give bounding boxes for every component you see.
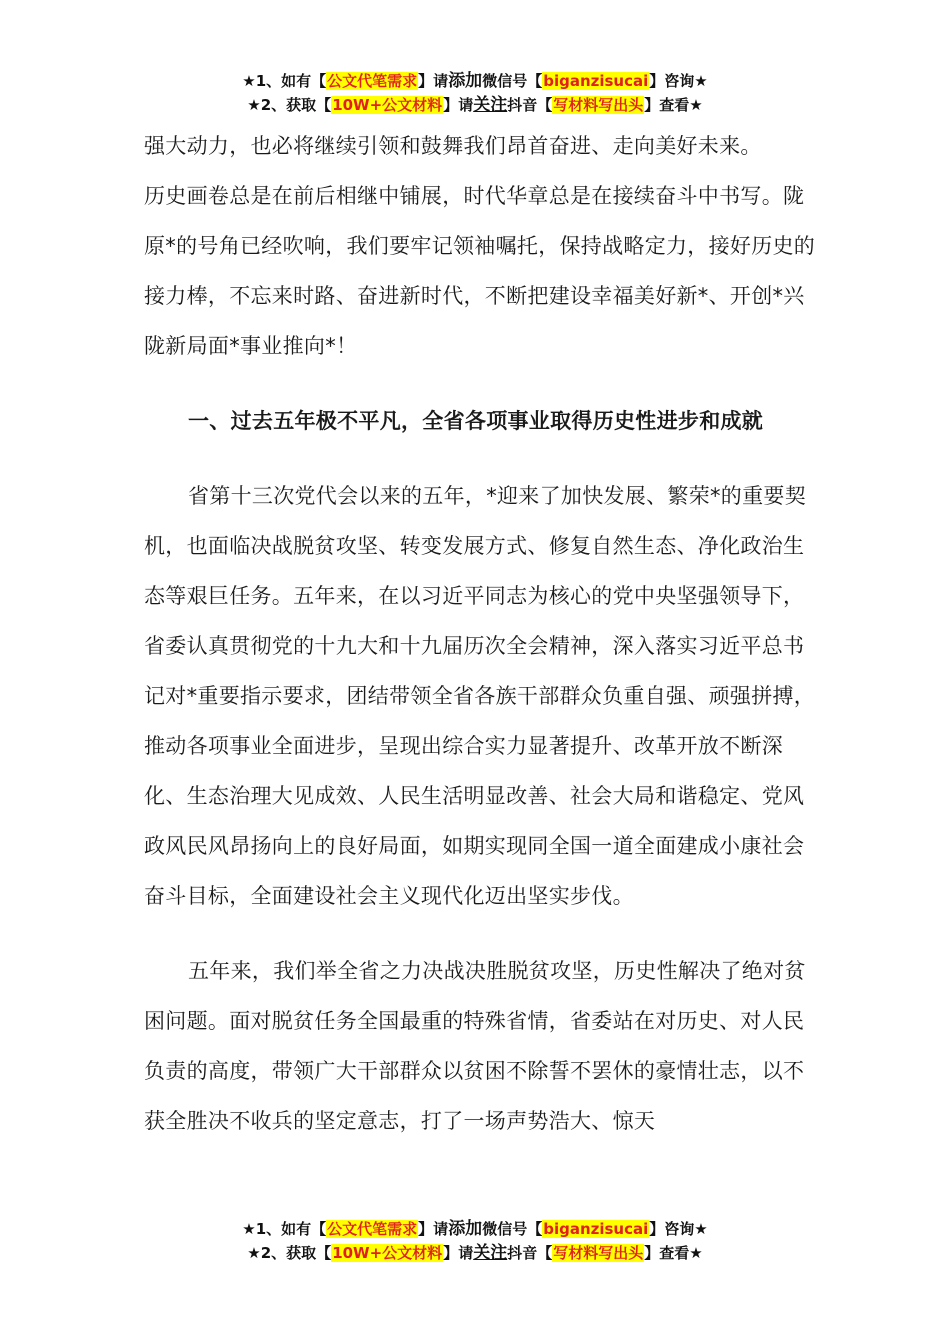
banner-text: 】咨询★: [649, 1220, 708, 1238]
paragraph-1: 强大动力，也必将继续引领和鼓舞我们昂首奋进、走向美好未来。: [144, 134, 762, 158]
emphasis-add: 添加: [448, 1219, 483, 1239]
banner-text: 】请: [418, 1220, 449, 1238]
highlight-wechat-id: biganzisucai: [543, 1220, 649, 1238]
emphasis-follow: 关注: [473, 1243, 508, 1263]
banner-text: ★1、如有【: [242, 72, 327, 90]
banner-line-2: [0, 94, 950, 118]
highlight-materials: 10W+公文材料: [332, 96, 443, 114]
banner-line-1: [0, 1218, 950, 1242]
emphasis-add: 添加: [448, 71, 483, 91]
paragraph-3: 省第十三次党代会以来的五年，*迎来了加快发展、繁荣*的重要契机，也面临决战脱贫攻坚、转变发展方式、修复自然生态、净化政治生态等艰巨任务。五年来，在以习近平同志为核心的党中央坚强领导下，省委认真贯彻党的十九大和十九届历次全会精神，深入落实习近平总书记对*重要指示要求，团结带领全省各族干部群众负重自强、顽强拼搏，推动各项事业全面进步，呈现出综合实力显著提升、改革开放不断深化、生态治理大见成效、人民生活明显改善、社会大局和谐稳定、党风政风民风昂扬向上的良好局面，如期实现同全国一道全面建成小康社会奋斗目标，全面建设社会主义现代化迈出坚实步伐。: [144, 484, 816, 908]
paragraph-4: 五年来，我们举全省之力决战决胜脱贫攻坚，历史性解决了绝对贫困问题。面对脱贫任务全国最重的特殊省情，省委站在对历史、对人民负责的高度，带领广大干部群众以贫困不除誓不罢休的豪情壮志，以不获全胜决不收兵的坚定意志，打了一场声势浩大、惊天: [144, 959, 806, 1133]
highlight-wechat-id: biganzisucai: [543, 72, 649, 90]
banner-text: 微信号【: [482, 72, 543, 90]
banner-text: 抖音【: [507, 1244, 553, 1262]
banner-text: 】咨询★: [649, 72, 708, 90]
banner-text: 微信号【: [482, 1220, 543, 1238]
banner-line-2: [0, 1242, 950, 1266]
banner-text: 】请: [443, 96, 474, 114]
banner-text: ★1、如有【: [242, 1220, 327, 1238]
bottom-banner: [0, 1218, 950, 1266]
highlight-materials: 10W+公文材料: [332, 1244, 443, 1262]
banner-text: 】查看★: [644, 96, 703, 114]
banner-text: 】查看★: [644, 1244, 703, 1262]
highlight-douyin-account: 写材料写出头: [553, 96, 644, 114]
banner-text: 抖音【: [507, 96, 553, 114]
banner-text: 】请: [443, 1244, 474, 1262]
banner-text: ★2、获取【: [247, 1244, 332, 1262]
emphasis-follow: 关注: [473, 95, 508, 115]
top-banner: [0, 70, 950, 118]
highlight-douyin-account: 写材料写出头: [553, 1244, 644, 1262]
highlight-service: 公文代笔需求: [327, 1220, 418, 1238]
highlight-service: 公文代笔需求: [327, 72, 418, 90]
document-body: [144, 121, 824, 1146]
banner-line-1: [0, 70, 950, 94]
banner-text: ★2、获取【: [247, 96, 332, 114]
banner-text: 】请: [418, 72, 449, 90]
section-heading: 一、过去五年极不平凡，全省各项事业取得历史性进步和成就: [188, 409, 764, 433]
paragraph-2: 历史画卷总是在前后相继中铺展，时代华章总是在接续奋斗中书写。陇原*的号角已经吹响，我们要牢记领袖嘱托，保持战略定力，接好历史的接力棒，不忘来时路、奋进新时代，不断把建设幸福美好新*、开创*兴陇新局面*事业推向*！: [144, 184, 816, 358]
